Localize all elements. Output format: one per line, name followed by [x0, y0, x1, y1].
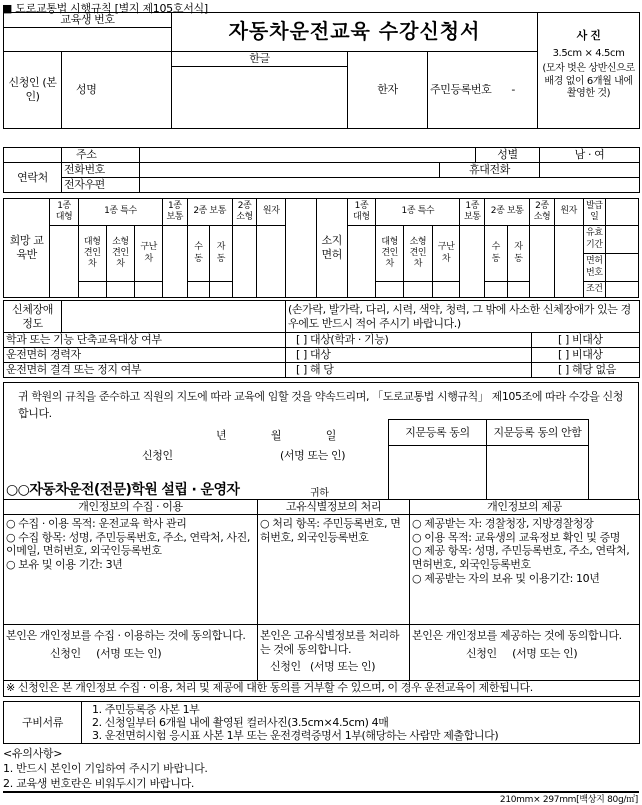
h-1-special: 1종 특수 [78, 199, 162, 226]
privacy-c1 [4, 514, 258, 624]
rrn-label: 주민등록번호 [430, 82, 492, 96]
docs-label: 구비서류 [4, 702, 82, 744]
c-manual-field[interactable] [187, 282, 210, 298]
doc-1: 1. 주민등록증 사본 1부 [92, 703, 200, 716]
refuse-notice: ※ 신청인은 본 개인정보 수집 · 이용, 처리 및 제공에 대한 동의를 거부할 수 있으며, 이 경우 운전교육이 제한됩니다. [4, 680, 640, 696]
c-wrecker-field[interactable] [135, 282, 163, 298]
photo-desc: (모자 벗은 상반신으로 배경 없이 6개월 내에 촬영한 것) [542, 63, 635, 100]
fingerprint-disagree-box[interactable] [487, 446, 589, 500]
fingerprint-disagree: 지문등록 동의 안함 [487, 420, 589, 446]
pledge-text: 귀 학원의 규칙을 준수하고 직원의 지도에 따라 교육에 임할 것을 약속드리며, 「도로교통법 시행규칙」 제105조에 따라 수강을 신청합니다. [18, 390, 623, 420]
l-moped[interactable] [554, 226, 583, 298]
experience-nontarget[interactable]: [ ] 비대상 [532, 348, 640, 363]
status-table [3, 300, 640, 378]
privacy-a1[interactable] [4, 624, 258, 680]
course-table [3, 198, 639, 298]
rrn-field[interactable] [428, 51, 538, 128]
disability-note: (손가락, 발가락, 다리, 시력, 색약, 청력, 그 밖에 사소한 신체장애가 있는 경우에도 반드시 적어 주시기 바랍니다.) [286, 301, 640, 333]
fingerprint-agree: 지문등록 동의 [389, 420, 487, 446]
short-course-nontarget[interactable]: [ ] 비대상 [532, 333, 640, 348]
note-1: 1. 반드시 본인이 기입하여 주시기 바랍니다. [3, 762, 208, 775]
c-tow-small-field[interactable] [106, 282, 135, 298]
l-1-large[interactable] [347, 226, 376, 298]
lh-moped: 원자 [554, 199, 583, 226]
docs-table [3, 701, 640, 744]
lh-1-normal: 1종 보통 [460, 199, 485, 226]
c-tow-large-field[interactable] [78, 282, 106, 298]
email-label: 전자우편 [62, 178, 140, 193]
disability-label: 신체장애 정도 [4, 301, 62, 333]
a1-sign-label: 신청인 [50, 646, 81, 660]
gender-options[interactable]: 남 · 여 [540, 148, 640, 163]
c1-period: ○ 보유 및 이용 기간: 3년 [6, 558, 123, 571]
a3-sign-note: (서명 또는 인) [512, 646, 578, 660]
month-label: 월 [270, 429, 282, 442]
name-hangul-field[interactable] [172, 66, 348, 128]
lh-2-normal: 2종 보통 [485, 199, 530, 226]
a2-sign-note: (서명 또는 인) [309, 660, 376, 674]
privacy-h1: 개인정보의 수집 · 이용 [4, 500, 258, 515]
course-label: 희망 교육반 [4, 199, 50, 298]
form-header: ■ 도로교통법 시행규칙 [별지 제105호서식] [2, 2, 208, 15]
applicant-table [3, 12, 640, 129]
lh-1-large: 1종 대형 [347, 199, 376, 226]
license-label: 소지 면허 [316, 199, 347, 298]
disability-field[interactable] [62, 301, 286, 333]
privacy-table [3, 499, 640, 697]
condition-label: 조건 [583, 282, 606, 298]
c-manual: 수 동 [187, 226, 210, 282]
rrn-dash: - [511, 82, 515, 96]
experience-label: 운전면허 경력자 [4, 348, 286, 363]
c-2-small[interactable] [232, 226, 257, 298]
lh-2-small: 2종 소형 [530, 199, 555, 226]
l-auto: 자 동 [507, 226, 530, 282]
email-field[interactable] [140, 178, 640, 193]
photo-box [538, 13, 640, 129]
name-label: 성명 [62, 51, 172, 128]
c-1-large[interactable] [50, 226, 79, 298]
l-auto-field[interactable] [507, 282, 530, 298]
validity-label: 유효 기간 [583, 226, 606, 254]
hangul-label: 한글 [172, 51, 348, 66]
fingerprint-table [388, 419, 589, 500]
edu-no-label: 교육생 번호 [4, 13, 172, 28]
h-2-normal: 2종 보통 [187, 199, 232, 226]
privacy-h3: 개인정보의 제공 [410, 500, 640, 515]
issue-date-field[interactable] [606, 199, 639, 226]
a1-text: 본인은 개인정보를 수집 · 이용하는 것에 동의합니다. [6, 628, 246, 642]
hanja-label: 한자 [348, 51, 428, 128]
year-label: 년 [216, 429, 227, 442]
honorific: 귀하 [310, 488, 329, 499]
condition-field[interactable] [606, 282, 639, 298]
license-no-label: 면허 번호 [583, 254, 606, 282]
c1-items: ○ 수집 항목: 성명, 주민등록번호, 주소, 연락처, 사진, 이메일, 면허번호, 외국인등록번호 [6, 530, 250, 558]
l-tow-small: 소형 견인 차 [404, 226, 433, 282]
contact-table [3, 147, 640, 193]
l-tow-small-field[interactable] [404, 282, 433, 298]
license-no-field[interactable] [606, 254, 639, 282]
l-wrecker: 구난 차 [432, 226, 460, 282]
phone-label: 전화번호 [62, 163, 140, 178]
mobile-field[interactable] [540, 163, 640, 178]
c3-items: ○ 제공 항목: 성명, 주민등록번호, 주소, 연락처, 면허번호, 외국인등록번호 [412, 544, 630, 571]
disqualify-no[interactable]: [ ] 해당 없음 [532, 363, 640, 378]
lh-1-special: 1종 특수 [376, 199, 460, 226]
l-1-normal[interactable] [460, 226, 485, 298]
address-blank [4, 148, 62, 163]
l-2-small[interactable] [530, 226, 555, 298]
privacy-c3 [410, 514, 640, 624]
c-1-normal[interactable] [162, 226, 187, 298]
c3-purpose: ○ 이용 목적: 교육생의 교육정보 확인 및 증명 [412, 530, 621, 544]
c1-purpose: ○ 수집 · 이용 목적: 운전교육 학사 관리 [6, 516, 187, 530]
short-course-label: 학과 또는 기능 단축교육대상 여부 [4, 333, 286, 348]
disqualify-label: 운전면허 결격 또는 정지 여부 [4, 363, 286, 378]
note-2: 2. 교육생 번호란은 비워두시기 바랍니다. [3, 777, 195, 790]
notes [3, 746, 208, 791]
academy-name: ○○자동차운전(전문)학원 설립 · 운영자 [6, 482, 240, 498]
privacy-a2[interactable] [258, 624, 410, 680]
privacy-h2: 고유식별정보의 처리 [258, 500, 410, 515]
disqualify-yes[interactable]: [ ] 해 당 [286, 363, 532, 378]
doc-3: 3. 운전면허시험 응시표 사본 1부 또는 운전경력증명서 1부(해당하는 사람만 제출합니다) [92, 729, 499, 742]
c3-recipient: ○ 제공받는 자: 경찰청장, 지방경찰청장 [412, 516, 594, 530]
photo-title: 사 진 [576, 29, 601, 42]
privacy-a3[interactable] [410, 624, 640, 680]
gender-label: 성별 [476, 148, 540, 163]
l-wrecker-field[interactable] [432, 282, 460, 298]
c-wrecker: 구난 차 [135, 226, 163, 282]
a2-sign-label: 신청인 [270, 660, 301, 674]
h-moped: 원자 [257, 199, 286, 226]
photo-size: 3.5cm × 4.5cm [552, 47, 625, 59]
c-auto-field[interactable] [210, 282, 233, 298]
edu-no-field[interactable] [4, 27, 172, 51]
l-manual-field[interactable] [485, 282, 508, 298]
sign-note: (서명 또는 인) [280, 449, 346, 462]
validity-field[interactable] [606, 226, 639, 254]
docs-list [82, 702, 640, 744]
l-tow-large-field[interactable] [376, 282, 404, 298]
paper-spec: 210mm× 297mm[백상지 80g/㎡] [499, 795, 638, 805]
notes-title: <유의사항> [3, 747, 63, 760]
contact-label: 연락처 [4, 163, 62, 193]
a1-sign-note: (서명 또는 인) [96, 646, 162, 660]
course-blank [286, 199, 317, 298]
phone-field[interactable] [140, 163, 440, 178]
c-tow-large: 대형 견인 차 [78, 226, 106, 282]
sign-label: 신청인 [142, 449, 173, 462]
address-field[interactable] [140, 148, 476, 163]
l-tow-large: 대형 견인 차 [376, 226, 404, 282]
h-2-small: 2종 소형 [232, 199, 257, 226]
form-title: 자동차운전교육 수강신청서 [172, 13, 538, 52]
h-1-large: 1종 대형 [50, 199, 79, 226]
privacy-c2 [258, 514, 410, 624]
experience-target[interactable]: [ ] 대상 [286, 348, 532, 363]
applicant-label: 신청인 (본인) [4, 51, 62, 128]
day-label: 일 [325, 429, 336, 442]
fingerprint-agree-box[interactable] [389, 446, 487, 500]
c3-period: ○ 제공받는 자의 보유 및 이용기간: 10년 [412, 571, 600, 585]
a2-text: 본인은 고유식별정보를 처리하는 것에 동의합니다. [260, 628, 400, 656]
h-1-normal: 1종 보통 [162, 199, 187, 226]
a3-sign-label: 신청인 [466, 646, 497, 660]
l-manual: 수 동 [485, 226, 508, 282]
c-tow-small: 소형 견인 차 [106, 226, 135, 282]
short-course-target[interactable]: [ ] 대상(학과 · 기능) [286, 333, 532, 348]
issue-date-label: 발급일 [583, 199, 606, 226]
mobile-label: 휴대전화 [440, 163, 540, 178]
date-line [216, 427, 336, 443]
c2-items: ○ 처리 항목: 주민등록번호, 면허번호, 외국인등록번호 [260, 516, 401, 544]
pledge-block [3, 382, 639, 500]
c-moped[interactable] [257, 226, 286, 298]
a3-text: 본인은 개인정보를 제공하는 것에 동의합니다. [412, 628, 622, 642]
doc-2: 2. 신청일부터 6개월 내에 촬영된 컬러사진(3.5cm×4.5cm) 4매 [92, 716, 389, 729]
c-auto: 자 동 [210, 226, 233, 282]
address-label: 주소 [62, 148, 140, 163]
